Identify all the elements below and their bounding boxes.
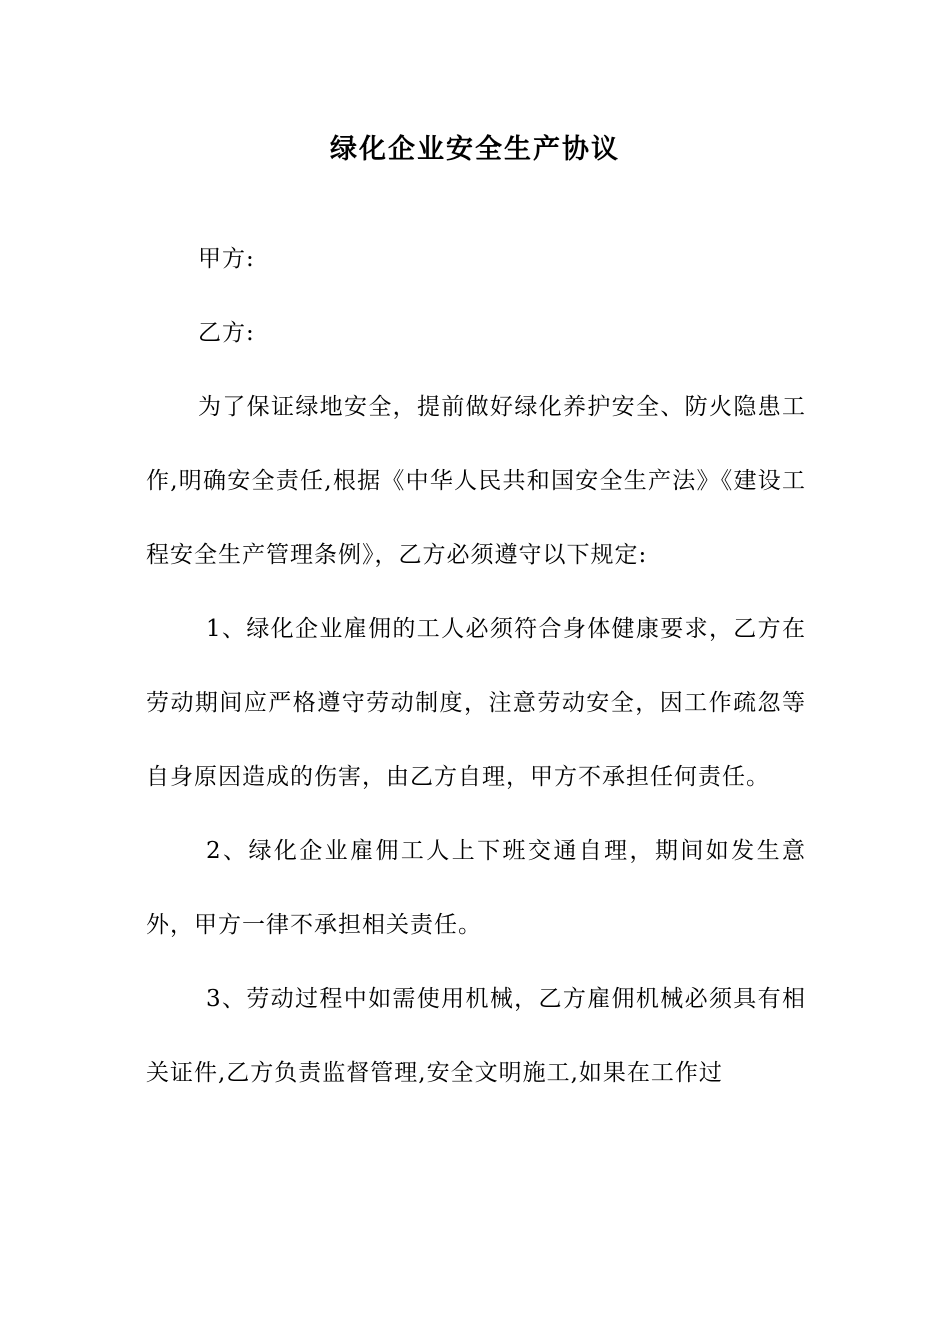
document-title: 绿化企业安全生产协议: [330, 134, 620, 165]
clause-2: 2、绿化企业雇佣工人上下班交通自理，期间如发生意外，甲方一律不承担相关责任。: [146, 838, 806, 938]
party-a-line: 甲方:: [198, 246, 255, 272]
clause-3: 3、劳动过程中如需使用机械，乙方雇佣机械必须具有相关证件,乙方负责监督管理,安全文明施工,如果在工作过: [146, 986, 806, 1086]
intro-paragraph: 为了保证绿地安全，提前做好绿化养护安全、防火隐患工作,明确安全责任,根据《中华人民共和国安全生产法》《建设工程安全生产管理条例》，乙方必须遵守以下规定:: [146, 394, 806, 568]
document-body: [146, 222, 806, 1110]
clause-1: 1、绿化企业雇佣的工人必须符合身体健康要求，乙方在劳动期间应严格遵守劳动制度，注意劳动安全，因工作疏忽等自身原因造成的伤害，由乙方自理，甲方不承担任何责任。: [146, 616, 806, 790]
party-b-line: 乙方:: [198, 320, 255, 346]
